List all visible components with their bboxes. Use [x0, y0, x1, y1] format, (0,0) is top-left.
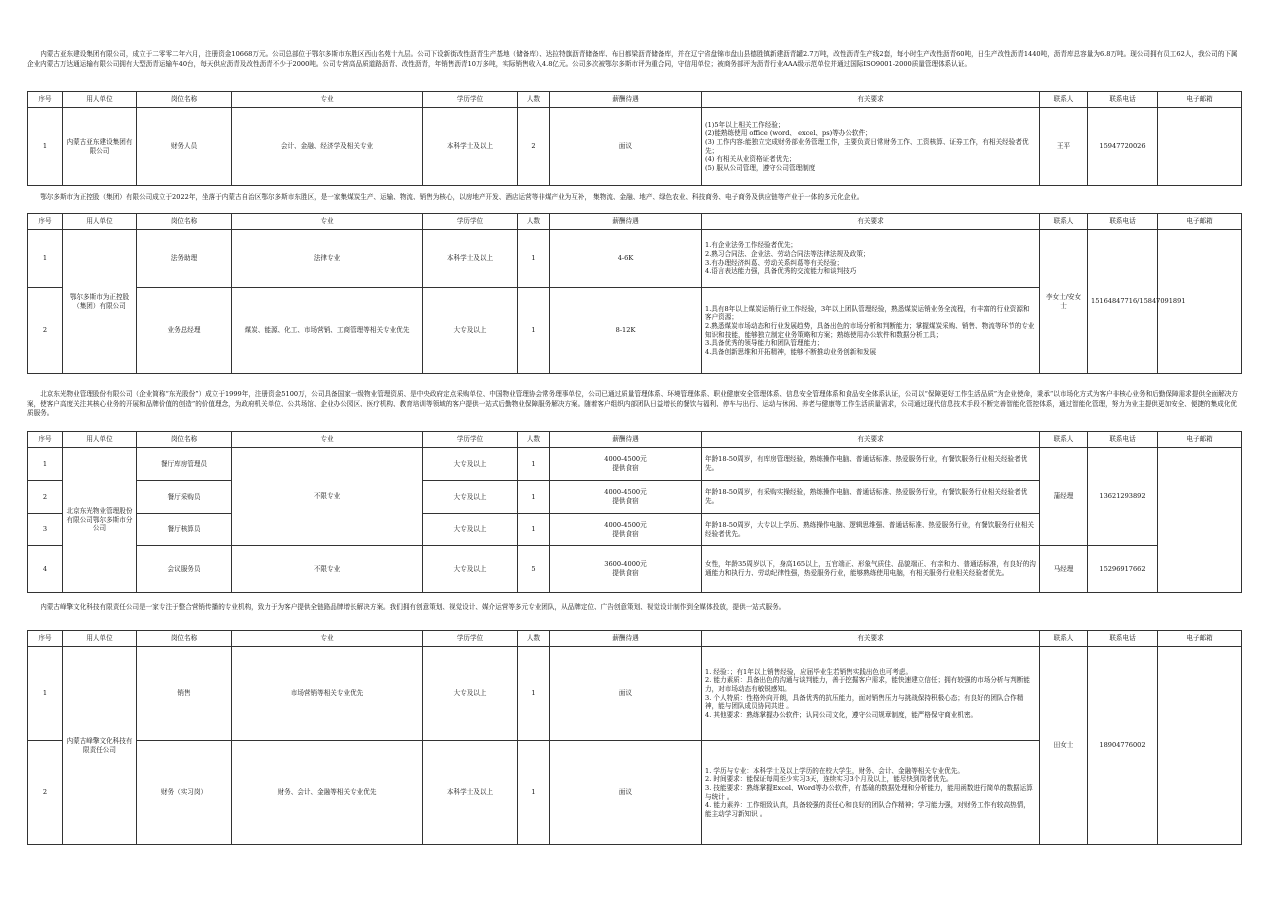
employer: 鄂尔多斯市为正控股（集团）有限公司 [63, 230, 137, 374]
requirement-line: 3. 个人特质：性格外向开朗，具备优秀的抗压能力，面对销售压力与挑战保持积极心态；有良好的团队合作精神，能与团队成员协同共进 。 [705, 693, 1024, 711]
header-cell: 电子邮箱 [1158, 92, 1242, 108]
salary-benefit: 提供食宿 [612, 497, 639, 505]
contact-person: 李女士/安女士 [1040, 230, 1088, 374]
headcount: 1 [518, 230, 550, 288]
table-row [28, 546, 1242, 593]
requirement-line: 1. 学历与专业：本科学士及以上学历的在校大学生，财务、会计、金融等相关专业优先。 [705, 766, 964, 775]
requirement-line: 1.有企业法务工作经验者优先； [705, 241, 798, 250]
salary-range: 3600-4000元 [604, 560, 647, 569]
major: 会计、金融、经济学及相关专业 [232, 108, 423, 186]
header-cell: 薪酬待遇 [550, 432, 702, 448]
header-cell: 联系电话 [1088, 214, 1158, 230]
header-cell: 联系人 [1040, 631, 1088, 647]
requirement-line: 2.熟习合同法、企业法、劳动合同法等法律法规及政策； [705, 249, 870, 258]
header-cell: 薪酬待遇 [550, 92, 702, 108]
header-cell: 联系人 [1040, 92, 1088, 108]
table-header [28, 631, 1242, 647]
position: 会议服务员 [137, 546, 232, 593]
education: 本科学士及以上 [423, 230, 518, 288]
salary: 面议 [550, 741, 702, 845]
requirement-line: (5) 服从公司管理，遵守公司管理制度 [705, 163, 816, 172]
requirements [702, 741, 1040, 845]
salary-range: 4000-4500元 [604, 488, 647, 497]
contact-email [1158, 647, 1242, 845]
salary: 面议 [550, 647, 702, 741]
requirement-line: 2. 能力素质：具备出色的沟通与谈判能力，善于挖掘客户需求，能快速建立信任；拥有较强的市场分析与判断能力，对市场动态有敏锐感知。 [705, 676, 1030, 693]
header-cell: 专业 [232, 432, 423, 448]
salary [550, 546, 702, 593]
requirement-line: (1)5年以上相关工作经验； [705, 120, 785, 129]
header-cell: 岗位名称 [137, 214, 232, 230]
job-table [27, 431, 1242, 593]
row-number: 2 [28, 741, 63, 845]
position: 餐厅库房管理员 [137, 448, 232, 481]
header-cell: 序号 [28, 631, 63, 647]
header-cell: 联系人 [1040, 432, 1088, 448]
education: 大专及以上 [423, 647, 518, 741]
requirements [702, 230, 1040, 288]
headcount: 2 [518, 108, 550, 186]
header-cell: 有关要求 [702, 92, 1040, 108]
header-cell: 有关要求 [702, 214, 1040, 230]
requirement-line: 3.具备优秀的领导能力和团队管理能力； [705, 339, 824, 348]
major: 不限专业 [232, 546, 423, 593]
requirements [702, 108, 1040, 186]
headcount: 1 [518, 741, 550, 845]
salary-benefit: 提供食宿 [612, 529, 639, 538]
header-cell: 联系人 [1040, 214, 1088, 230]
header-cell: 有关要求 [702, 631, 1040, 647]
requirements [702, 647, 1040, 741]
row-number: 4 [28, 546, 63, 593]
header-cell: 联系电话 [1088, 631, 1158, 647]
header-cell: 用人单位 [63, 631, 137, 647]
table-header [28, 92, 1242, 108]
table-row [28, 448, 1242, 481]
header-cell: 有关要求 [702, 432, 1040, 448]
row-number: 2 [28, 288, 63, 374]
salary [550, 481, 702, 514]
header-cell: 薪酬待遇 [550, 631, 702, 647]
header-cell: 用人单位 [63, 92, 137, 108]
requirement-line: 4.具备创新思维和开拓精神，能够不断推动业务创新和发展 [705, 347, 877, 356]
contact-person: 田女士 [1040, 647, 1088, 845]
position: 餐厅核算员 [137, 514, 232, 546]
education: 大专及以上 [423, 546, 518, 593]
row-number: 1 [28, 108, 63, 186]
row-number: 1 [28, 448, 63, 481]
header-cell: 用人单位 [63, 214, 137, 230]
major: 财务、会计、金融等相关专业优先 [232, 741, 423, 845]
table-row [28, 108, 1242, 186]
position: 业务总经理 [137, 288, 232, 374]
contact-phone: 15164847716/15847091891 [1088, 230, 1158, 374]
header-cell: 人数 [518, 92, 550, 108]
requirement-line: (4) 有相关从业资格证者优先； [705, 155, 796, 164]
education: 大专及以上 [423, 514, 518, 546]
header-cell: 薪酬待遇 [550, 214, 702, 230]
contact-person: 马经理 [1040, 546, 1088, 593]
header-cell: 电子邮箱 [1158, 432, 1242, 448]
requirements: 年龄18-50周岁，大专以上学历、熟练操作电脑、逻辑思维强、普通话标准、热爱服务行业，有餐饮服务行业相关经验者优先。 [702, 514, 1040, 546]
position: 财务人员 [137, 108, 232, 186]
contact-phone: 13621293892 [1088, 448, 1158, 546]
salary [550, 514, 702, 546]
major: 不限专业 [232, 448, 423, 546]
employer: 内蒙古亚东建设集团有限公司 [63, 108, 137, 186]
education: 大专及以上 [423, 481, 518, 514]
header-cell: 岗位名称 [137, 92, 232, 108]
requirement-line: (3) 工作内容:能独立完成财务部业务管理工作，主要负责日常财务工作、工资核算、证券工作，有相关经验者优先； [705, 137, 1029, 155]
education: 本科学士及以上 [423, 108, 518, 186]
education: 大专及以上 [423, 448, 518, 481]
position: 法务助理 [137, 230, 232, 288]
header-cell: 专业 [232, 92, 423, 108]
salary-range: 4000-4500元 [604, 520, 647, 529]
job-table [27, 91, 1242, 186]
contact-person: 蒲经理 [1040, 448, 1088, 546]
contact-phone: 15947720026 [1088, 108, 1158, 186]
requirement-line: 1.具有8年以上煤炭运销行业工作经验，3年以上团队管理经验，熟悉煤炭运销业务全流程，有丰富的行业资源和客户资源； [705, 304, 1030, 322]
headcount: 1 [518, 514, 550, 546]
headcount: 1 [518, 647, 550, 741]
salary-benefit: 提供食宿 [612, 569, 639, 577]
contact-phone: 18904776002 [1088, 647, 1158, 845]
salary-benefit: 提供食宿 [612, 464, 639, 472]
company-intro: 北京东光物业管理股份有限公司（企业简称“东光股份”）成立于1999年，注册资金5100万，公司具备国家一级物业管理资质、是中央政府定点采购单位、中国物业管理协会常务理事单位，公司已通过质量管理体系、环境管理体系、职业健康安全管理体系、信息安全管理体系和食品安全体系认证，公司以“保障更好工作生活品质”为企业使命，秉承“以市场化方式为客户非核心业务和后勤保障需求提供全面解决方案，使客户高度关注其核心业务的开展和品牌价值的创造”的价值理念，为政府机关单位、公共场馆、企业办公园区、医疗机构、教育培训等领域的客户提供一站式后勤物业保障服务解决方案。随着客户组织内部团队日益增长的餐饮与福利、停车与出行、运动与休闲、养老与健康等工作生活质量需求，公司通过现代信息技术手段不断完善智能化管控体系，通过智能化管理，努力为业主提供更加安全、便捷的集成化优质服务。 [27, 390, 1238, 418]
requirements [702, 288, 1040, 374]
requirement-line: 4. 能力素养：工作细致认真，具备较强的责任心和良好的团队合作精神；学习能力强，对财务工作有较高热情，能主动学习新知识 。 [705, 801, 1030, 818]
education: 本科学士及以上 [423, 741, 518, 845]
employer: 北京东光物业管理股份有限公司鄂尔多斯市分公司 [63, 448, 137, 593]
header-cell: 序号 [28, 92, 63, 108]
header-cell: 人数 [518, 631, 550, 647]
header-cell: 序号 [28, 432, 63, 448]
salary-range: 4000-4500元 [604, 455, 647, 464]
contact-email [1158, 448, 1242, 593]
requirements: 年龄18-50周岁，有采购实操经验，熟练操作电脑、普通话标准、热爱服务行业，有餐饮服务行业相关经验者优先。 [702, 481, 1040, 514]
requirement-line: 2. 时间要求：能保证每周至少实习3天，连续实习3个月及以上，能尽快到岗者优先。 [705, 775, 953, 784]
company-intro: 内蒙古峰擎文化科技有限责任公司是一家专注于整合营销传播的专业机构，致力于为客户提供全链路品牌增长解决方案。我们拥有创意策划、视觉设计、媒介运营等多元专业团队，从品牌定位、广告创意策划、视觉设计制作到全媒体投放，提供一站式服务。 [40, 603, 786, 611]
contact-email [1158, 108, 1242, 186]
header-cell: 用人单位 [63, 432, 137, 448]
position: 餐厅采购员 [137, 481, 232, 514]
salary: 8-12K [550, 288, 702, 374]
table-header [28, 432, 1242, 448]
requirement-line: 3. 技能要求：熟练掌握Excel、Word等办公软件，有基础的数据处理和分析能力，能用函数进行简单的数据运算与统计 。 [705, 783, 1033, 801]
table-row [28, 647, 1242, 741]
header-cell: 专业 [232, 214, 423, 230]
salary: 4-6K [550, 230, 702, 288]
salary [550, 448, 702, 481]
row-number: 3 [28, 514, 63, 546]
headcount: 1 [518, 448, 550, 481]
table-header [28, 214, 1242, 230]
company-intro: 内蒙古亚东建设集团有限公司，成立于二零零二年六月，注册资金10668万元。公司总部位于鄂尔多斯市东胜区西山名苑十九层。公司下设新街改性沥青生产基地（储备库）、达拉特旗沥青储备库、布日都梁沥青储备库，并在辽宁省盘锦市盘山县德胜镇新建沥青罐2.7万吨，改性沥青生产线2套，每小时生产改性沥青60吨，日生产改性沥青1440吨，沥青库总容量为6.8万吨。现公司拥有员工62人，我公司的下属企业内蒙古万达通运输有限公司拥有大型沥青运输车40台，每天供应沥青及改性沥青不少于2000吨。公司专营高品质道路沥青、改性沥青，年销售沥青10万多吨，实际销售收入4.8亿元。公司多次被鄂尔多斯市评为重合同，守信用单位；被商务部评为沥青行业AAA级示范单位并通过国际ISO9001-2000质量管理体系认证。 [27, 50, 1238, 68]
company-intro: 鄂尔多斯市为正控股（集团）有限公司成立于2022年，坐落于内蒙古自治区鄂尔多斯市东胜区，是一家集煤炭生产、运输、物流、销售为核心，以房地产开发、酒店运营等非煤产业为互补， 集物流、金融、地产、绿色农业、科技商务、电子商务及供应链等产业于一体的多元化企业。 [40, 193, 864, 201]
requirement-line: 4. 其他要求：熟练掌握办公软件；认同公司文化，遵守公司规章制度，能严格保守商业机密。 [705, 710, 978, 719]
headcount: 1 [518, 288, 550, 374]
requirement-line: 2.熟悉煤炭市场动态和行业发展趋势，具备出色的市场分析和判断能力；掌握煤炭采购、销售、物流等环节的专业知识和技能，能够独立制定业务策略和方案；熟练使用办公软件和数据分析工具； [705, 321, 1035, 339]
requirement-line: 3.有办理经济纠葛、劳动关系纠葛等有关经验； [705, 258, 844, 267]
position: 财务（实习岗） [137, 741, 232, 845]
requirement-line: 1. 经验：；有1年以上销售经验，应届毕业生若销售实践出色也可考虑。 [705, 667, 913, 676]
header-cell: 岗位名称 [137, 432, 232, 448]
row-number: 1 [28, 647, 63, 741]
header-cell: 岗位名称 [137, 631, 232, 647]
job-table [27, 213, 1242, 374]
header-cell: 人数 [518, 214, 550, 230]
header-cell: 学历学位 [423, 432, 518, 448]
contact-person: 王平 [1040, 108, 1088, 186]
salary: 面议 [550, 108, 702, 186]
header-cell: 电子邮箱 [1158, 631, 1242, 647]
major: 市场营销等相关专业优先 [232, 647, 423, 741]
header-cell: 专业 [232, 631, 423, 647]
requirements: 女性，年龄35周岁以下，身高165以上，五官端正、形象气质佳、品貌端正、有亲和力、普通话标准，有良好的沟通能力和执行力、劳动纪律性强，热爱服务行业，能够熟练使用电脑，有相关服务行业相关经验者优先。 [702, 546, 1040, 593]
requirements: 年龄18-50周岁，有库房管理经验，熟练操作电脑、普通话标准、热爱服务行业，有餐饮服务行业相关经验者优先。 [702, 448, 1040, 481]
contact-phone: 15296917662 [1088, 546, 1158, 593]
header-cell: 序号 [28, 214, 63, 230]
position: 销售 [137, 647, 232, 741]
header-cell: 联系电话 [1088, 92, 1158, 108]
header-cell: 学历学位 [423, 214, 518, 230]
header-cell: 人数 [518, 432, 550, 448]
row-number: 1 [28, 230, 63, 288]
table-row [28, 230, 1242, 288]
header-cell: 电子邮箱 [1158, 214, 1242, 230]
header-cell: 学历学位 [423, 92, 518, 108]
education: 大专及以上 [423, 288, 518, 374]
row-number: 2 [28, 481, 63, 514]
headcount: 1 [518, 481, 550, 514]
employer: 内蒙古峰擎文化科技有限责任公司 [63, 647, 137, 845]
major: 法律专业 [232, 230, 423, 288]
header-cell: 联系电话 [1088, 432, 1158, 448]
requirement-line: (2)能熟练使用 office (word、 excel、ps)等办公软件； [705, 129, 872, 138]
job-table [27, 630, 1242, 845]
headcount: 5 [518, 546, 550, 593]
major: 煤炭、能源、化工、市场营销、工商管理等相关专业优先 [232, 288, 423, 374]
requirement-line: 4.语言表达能力强，具备优秀的交流能力和谈判技巧 [705, 267, 857, 276]
header-cell: 学历学位 [423, 631, 518, 647]
